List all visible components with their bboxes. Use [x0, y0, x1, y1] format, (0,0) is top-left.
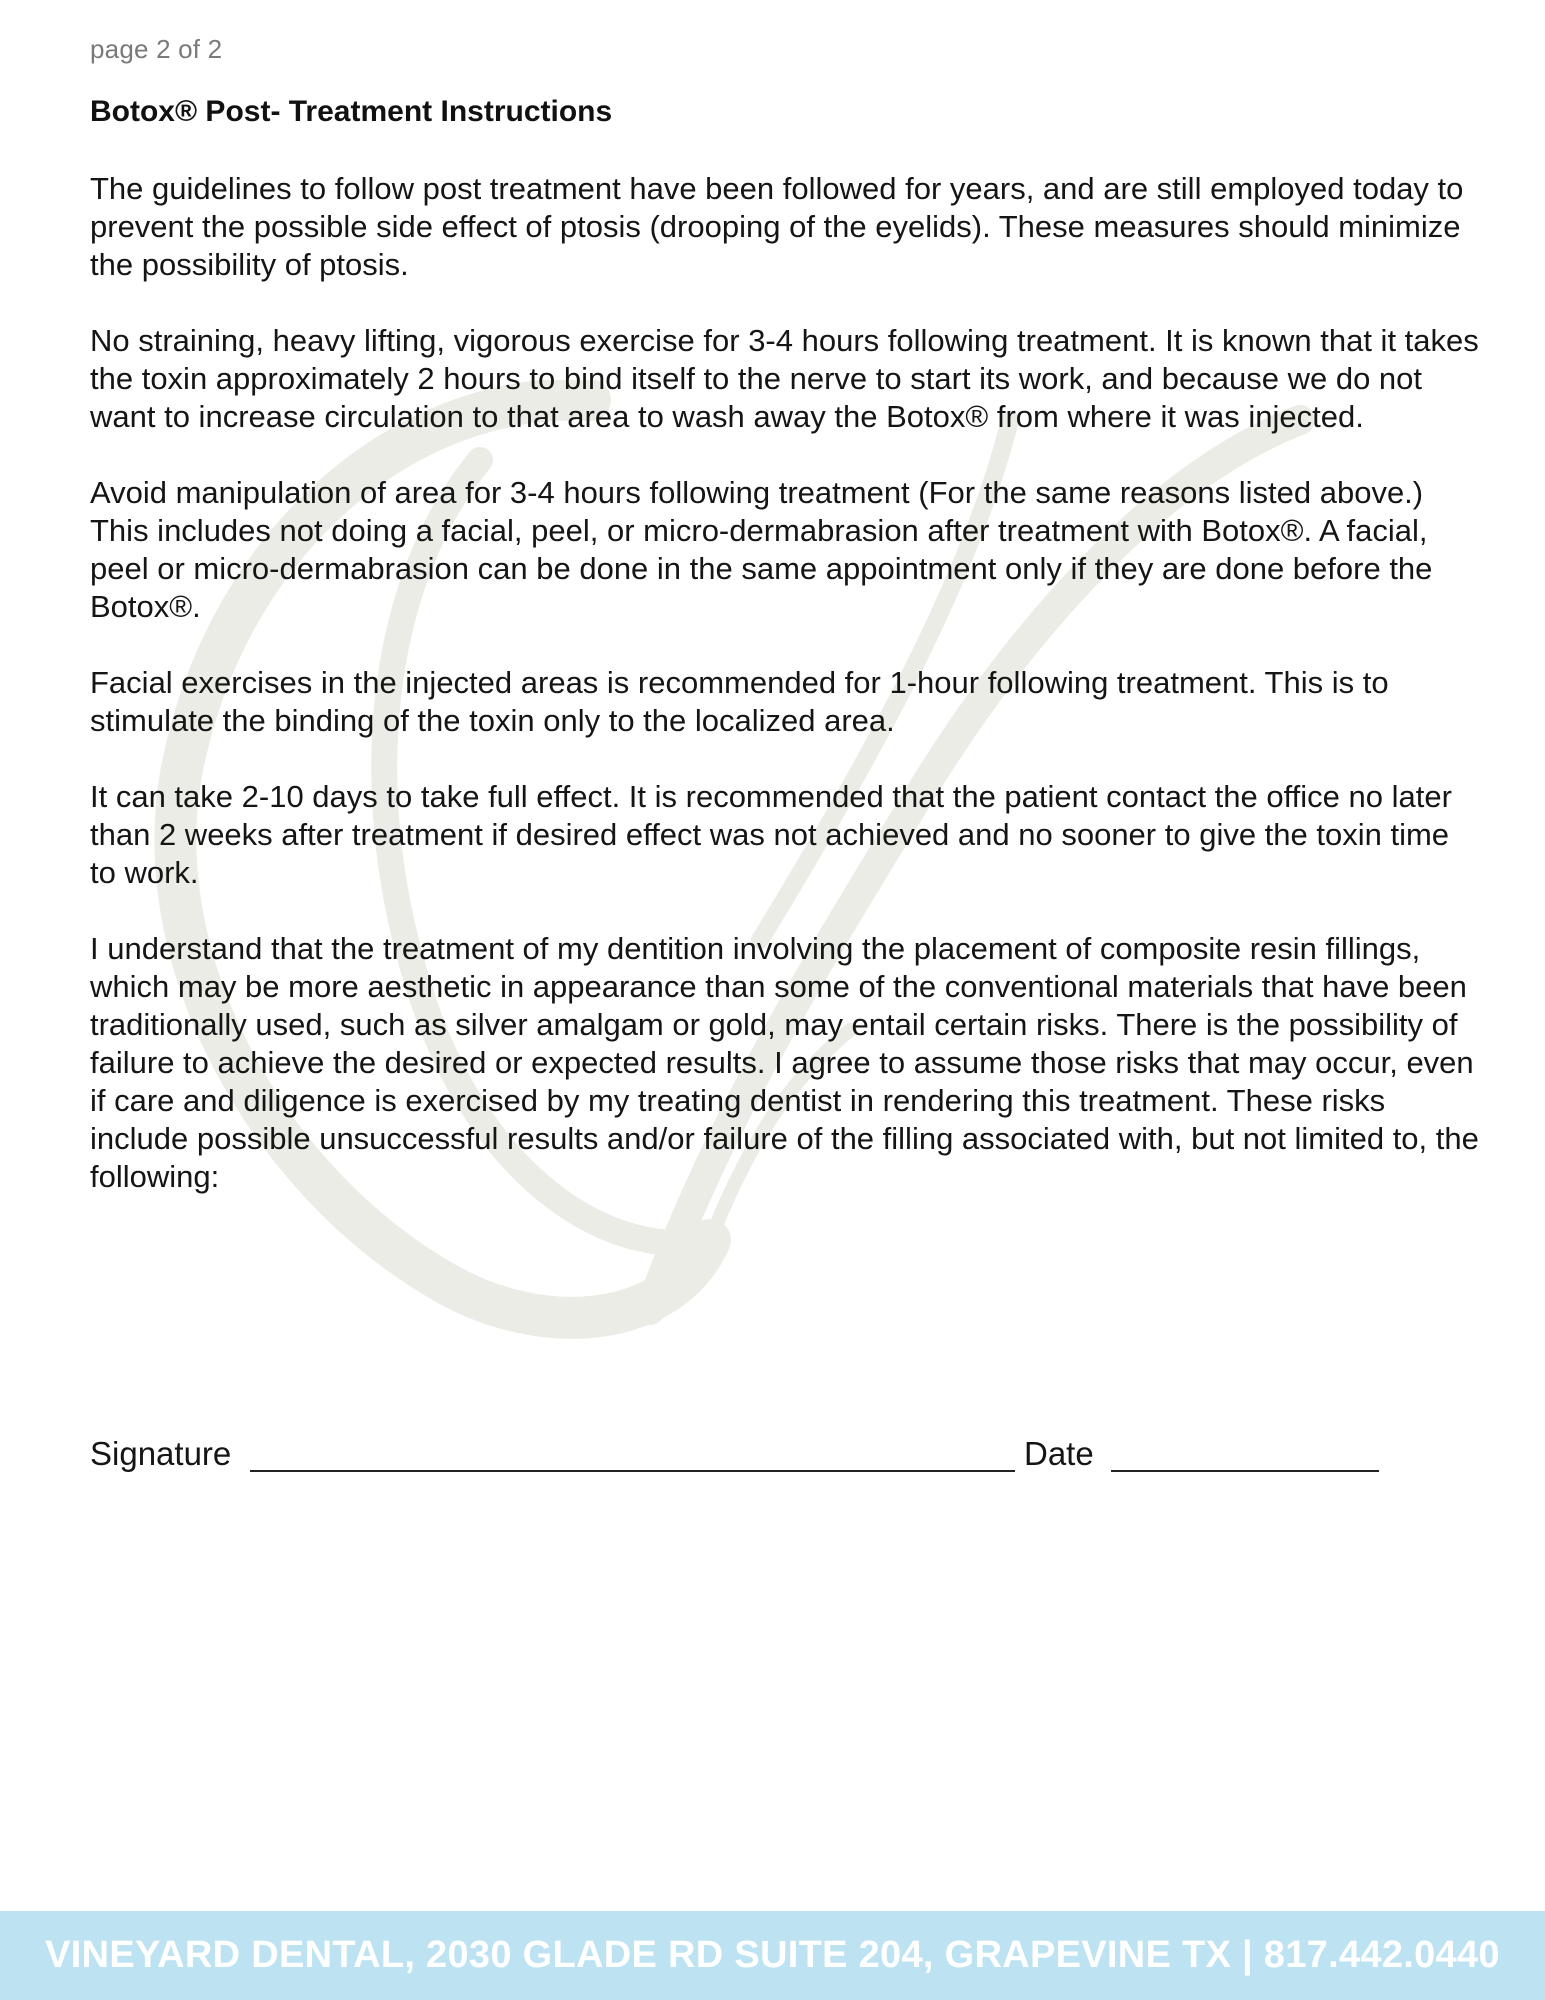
signature-row: [90, 1432, 1390, 1482]
paragraph-consent: I understand that the treatment of my dentition involving the placement of composite resin fillings, which may be more aesthetic in appearance than some of the conventional materials that have been traditionally used, such as silver amalgam or gold, may entail certain risks. There is the possibility of failure to achieve the desired or expected results. I agree to assume those risks that may occur, even if care and diligence is exercised by my treating dentist in rendering this treatment. These risks include possible unsuccessful results and/or failure of the filling associated with, but not limited to, the following:: [90, 931, 1479, 1194]
paragraph-full-effect: It can take 2-10 days to take full effect. It is recommended that the patient contact the office no later than 2 weeks after treatment if desired effect was not achieved and no sooner to give the toxin time to work.: [90, 779, 1452, 890]
paragraph-facial-exercises: Facial exercises in the injected areas is recommended for 1-hour following treatment. This is to stimulate the binding of the toxin only to the localized area.: [90, 665, 1389, 738]
date-line[interactable]: [1111, 1470, 1379, 1472]
document-title: Botox® Post- Treatment Instructions: [90, 95, 613, 128]
footer-bar: [0, 1911, 1545, 2000]
paragraph-guidelines: The guidelines to follow post treatment have been followed for years, and are still employed today to prevent the possible side effect of ptosis (drooping of the eyelids). These measures should minimize the possibility of ptosis.: [90, 171, 1464, 282]
date-label: Date: [1024, 1435, 1094, 1472]
instructions-body: [90, 170, 1480, 1234]
signature-line[interactable]: [250, 1470, 1015, 1472]
signature-label: Signature: [90, 1435, 232, 1472]
page-number: page 2 of 2: [90, 34, 223, 64]
paragraph-avoid-manipulation: Avoid manipulation of area for 3-4 hours following treatment (For the same reasons listed above.) This includes not doing a facial, peel, or micro-dermabrasion after treatment with Botox®. A facial, peel or micro-dermabrasion can be done in the same appointment only if they are done before the Botox®.: [90, 475, 1433, 624]
footer-address: VINEYARD DENTAL, 2030 GLADE RD SUITE 204, GRAPEVINE TX | 817.442.0440: [45, 1934, 1500, 1976]
paragraph-no-straining: No straining, heavy lifting, vigorous exercise for 3-4 hours following treatment. It is known that it takes the toxin approximately 2 hours to bind itself to the nerve to start its work, and because we do not want to increase circulation to that area to wash away the Botox® from where it was injected.: [90, 323, 1479, 434]
